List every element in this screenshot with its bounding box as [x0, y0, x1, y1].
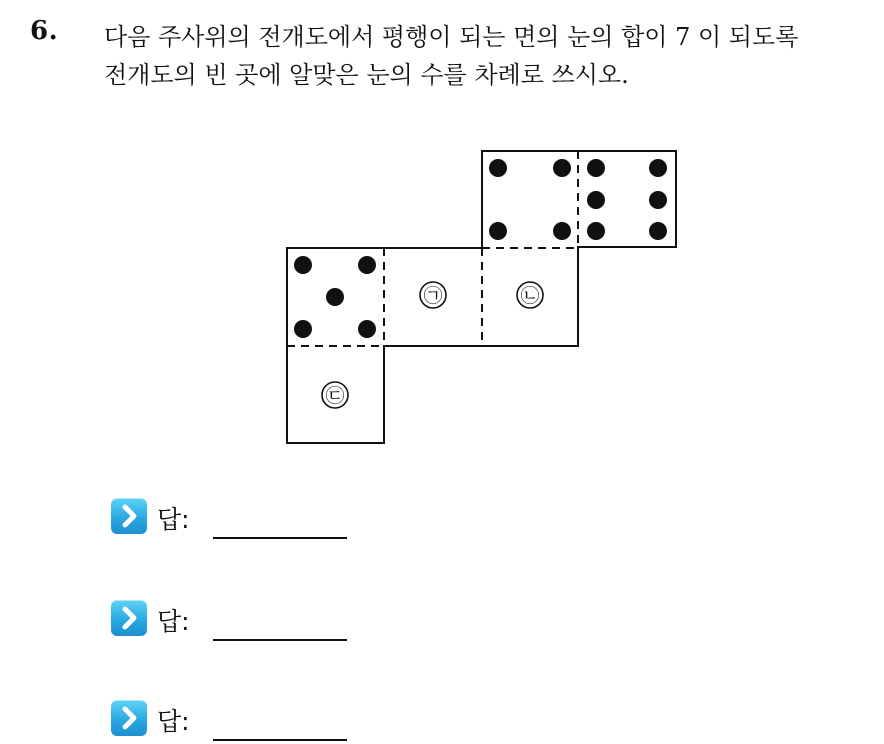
pip [587, 191, 605, 209]
question-text-line-2: 전개도의 빈 곳에 알맞은 눈의 수를 차례로 쓰시오. [104, 61, 629, 89]
pip [294, 320, 312, 338]
blank-face-b [517, 282, 543, 308]
pip [326, 288, 344, 306]
chevron-right-icon [111, 700, 147, 736]
question-number: 6. [30, 16, 59, 46]
answer-blank[interactable] [213, 739, 347, 741]
pip [358, 256, 376, 274]
chevron-right-icon [111, 600, 147, 636]
die-face-five [294, 256, 376, 338]
pip [649, 191, 667, 209]
pip [587, 222, 605, 240]
blank-face-a-label: ㉠ [423, 285, 443, 307]
answer-row [111, 600, 371, 640]
blank-face-c [322, 382, 348, 408]
pip [553, 159, 571, 177]
answer-row [111, 498, 371, 538]
pip [489, 159, 507, 177]
die-face-six [587, 159, 667, 240]
answer-label: 답: [157, 505, 190, 534]
blank-face-c-label: ㉢ [325, 385, 345, 407]
answer-label: 답: [157, 607, 190, 636]
pip [553, 222, 571, 240]
die-face-four [489, 159, 571, 240]
question-text-line-1: 다음 주사위의 전개도에서 평행이 되는 면의 눈의 합이 7 이 되도록 [104, 23, 799, 51]
answer-blank[interactable] [213, 639, 347, 641]
blank-face-b-label: ㉡ [520, 285, 540, 307]
answer-label: 답: [157, 707, 190, 736]
chevron-right-icon [111, 498, 147, 534]
blank-face-a [420, 282, 446, 308]
pip [358, 320, 376, 338]
answer-row [111, 700, 371, 740]
pip [294, 256, 312, 274]
pip [649, 159, 667, 177]
pip [587, 159, 605, 177]
pip [489, 222, 507, 240]
answer-blank[interactable] [213, 537, 347, 539]
pip [649, 222, 667, 240]
